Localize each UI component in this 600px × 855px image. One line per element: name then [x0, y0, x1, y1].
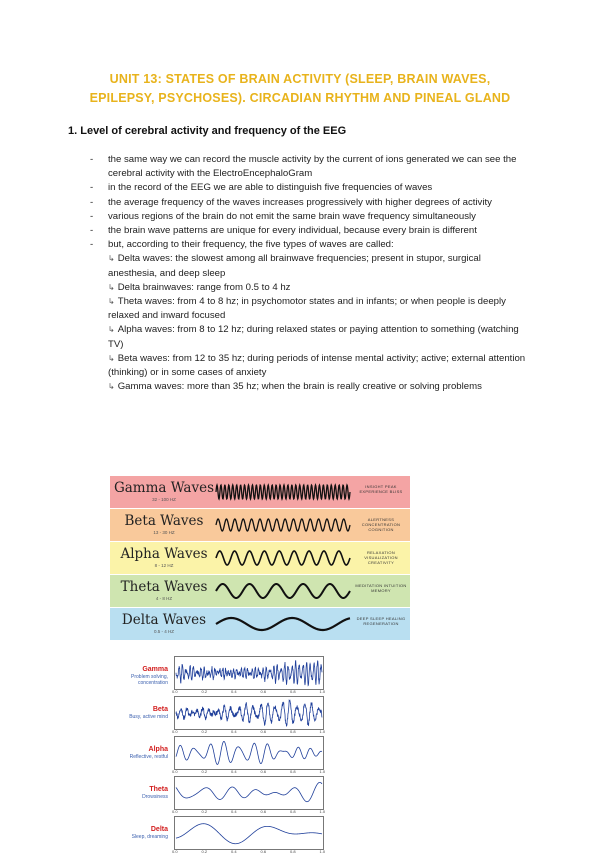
eeg-band-description: Busy, active mind [129, 714, 168, 720]
wave-description: RELAXATION VISUALIZATION CREATIVITY [364, 550, 398, 565]
wave-type-text: Delta brainwaves: range from 0.5 to 4 hz [117, 281, 291, 293]
eeg-tick-label: 0.8 [290, 809, 296, 814]
section-heading: 1. Level of cerebral activity and frequency of the EEG [68, 125, 347, 137]
wave-range: 4 - 8 HZ [155, 596, 173, 601]
eeg-axis-ticks [172, 729, 326, 735]
wave-description: INSIGHT PEAK EXPERIENCE BLISS [359, 484, 403, 494]
wave-band-alpha [110, 542, 410, 574]
wave-line [214, 612, 352, 636]
eeg-label [116, 786, 168, 800]
wave-line [214, 513, 352, 537]
brainwave-infographic [110, 476, 410, 638]
eeg-band-description: Problem solving, concentration [131, 674, 168, 686]
eeg-tick-label: 0.4 [231, 849, 237, 854]
eeg-tick-label: 0.4 [231, 689, 237, 694]
wave-band-delta [110, 608, 410, 640]
eeg-band-description: Sleep, dreaming [131, 834, 168, 840]
list-item: - the brain wave patterns are unique for every individual, because every brain is different [90, 225, 477, 237]
wave-name: Delta Waves [121, 612, 207, 628]
wave-band-beta [110, 509, 410, 541]
arrow-icon: ↳ [108, 382, 115, 392]
bullet-text: but, according to their frequency, the five types of waves are called: [108, 239, 394, 251]
arrow-icon: ↳ [108, 297, 115, 307]
eeg-tick-label: 0.2 [201, 729, 208, 734]
wave-range: 8 - 12 HZ [154, 563, 174, 568]
wave-type-item [108, 252, 530, 280]
wave-name: Gamma Waves [113, 480, 215, 496]
eeg-traces-figure [116, 656, 326, 854]
list-item: - in the record of the EEG we are able to distinguish five frequencies of waves [90, 182, 433, 194]
wave-description: ALERTNESS CONCENTRATION COGNITION [361, 517, 401, 532]
eeg-tick-label: 0.0 [172, 689, 178, 694]
wave-band-gamma [110, 476, 410, 508]
wave-type-item [108, 380, 530, 394]
wave-line [214, 579, 352, 603]
wave-name: Beta Waves [124, 513, 204, 529]
eeg-row-beta [116, 696, 326, 734]
eeg-row-alpha [116, 736, 326, 774]
arrow-icon: ↳ [108, 282, 115, 292]
unit-title [60, 70, 540, 108]
eeg-tick-label: 0.8 [290, 689, 296, 694]
eeg-tick-label: 1.0 [319, 729, 326, 734]
unit-title-line-1: UNIT 13: STATES OF BRAIN ACTIVITY (SLEEP, BRAIN WAVES, [109, 72, 491, 86]
eeg-label [116, 666, 168, 686]
arrow-icon: ↳ [108, 254, 115, 264]
wave-name: Theta Waves [120, 579, 208, 595]
list-item: - but, according to their frequency, the five types of waves are called: ↳ Delta waves: the slowest among all brainwave frequencies; present in stupor, surgical anesthesia, and deep sleep ↳ Delta brainwaves: range from 0.5 to 4 hz ↳ Theta waves: from 4 to 8 hz; in psychomotor states and in infants; or when people is deeply relaxed and inward focused ↳ Alpha waves: from 8 to 12 hz; during relaxed states or paying attention to something (watching TV) ↳ Beta waves: from 12 to 35 hz; during periods of intense mental activity; active; external attention (thinking) or in some cases of anxiety ↳ Gamma waves: more than 35 hz; when the brain is really creative or solving problems [90, 238, 530, 394]
wave-type-item [108, 295, 530, 323]
wave-type-text: Theta waves: from 4 to 8 hz; in psychomotor states and in infants; or when people is deeply relaxed and inward focused [108, 296, 506, 322]
wave-type-item [108, 281, 530, 295]
wave-description: DEEP SLEEP HEALING REGENERATION [356, 616, 406, 626]
eeg-tick-label: 0.2 [201, 809, 208, 814]
wave-path [216, 551, 350, 565]
eeg-tick-label: 0.6 [260, 849, 267, 854]
eeg-trace [176, 700, 322, 726]
eeg-label [116, 826, 168, 840]
eeg-band-name: Theta [149, 786, 168, 793]
eeg-axis-ticks [172, 769, 326, 775]
wave-type-item [108, 323, 530, 351]
eeg-tick-label: 0.0 [172, 729, 178, 734]
eeg-axis-ticks [172, 689, 326, 695]
eeg-tick-label: 0.6 [260, 689, 267, 694]
eeg-band-name: Delta [150, 826, 168, 833]
arrow-icon: ↳ [108, 353, 115, 363]
wave-line [214, 480, 352, 504]
wave-line [214, 546, 352, 570]
eeg-band-name: Beta [152, 706, 168, 713]
eeg-tick-label: 0.8 [290, 849, 296, 854]
eeg-tick-label: 0.8 [290, 729, 296, 734]
bullet-text: the average frequency of the waves increases progressively with higher degrees of activity [108, 196, 492, 208]
wave-path [216, 584, 350, 598]
eeg-row-gamma [116, 656, 326, 694]
eeg-plot [174, 816, 324, 850]
list-item: - various regions of the brain do not emit the same brain wave frequency simultaneously [90, 210, 476, 222]
wave-description: MEDITATION INTUITION MEMORY [355, 583, 407, 593]
eeg-tick-label: 0.6 [260, 769, 267, 774]
eeg-trace [176, 741, 322, 764]
eeg-plot [174, 696, 324, 730]
eeg-plot [174, 776, 324, 810]
eeg-band-name: Gamma [142, 666, 168, 673]
wave-path [216, 618, 350, 630]
eeg-trace [176, 782, 322, 801]
wave-type-text: Gamma waves: more than 35 hz; when the brain is really creative or solving problems [117, 381, 482, 393]
wave-range: 32 - 100 HZ [152, 497, 176, 502]
eeg-tick-label: 0.2 [201, 849, 208, 854]
eeg-tick-label: 1.0 [319, 689, 326, 694]
eeg-tick-label: 1.0 [319, 809, 326, 814]
wave-path [216, 485, 350, 499]
bullet-text: in the record of the EEG we are able to distinguish five frequencies of waves [108, 182, 433, 194]
wave-type-item [108, 352, 530, 380]
eeg-tick-label: 0.0 [172, 849, 178, 854]
list-item: - the average frequency of the waves increases progressively with higher degrees of activity [90, 196, 492, 208]
eeg-tick-label: 0.6 [260, 809, 267, 814]
eeg-tick-label: 0.4 [231, 809, 237, 814]
bullet-text: the brain wave patterns are unique for every individual, because every brain is different [108, 225, 477, 237]
eeg-tick-label: 0.4 [231, 769, 237, 774]
eeg-trace [176, 824, 322, 844]
eeg-row-theta [116, 776, 326, 814]
eeg-plot [174, 736, 324, 770]
eeg-band-description: Drowsiness [142, 794, 168, 800]
list-item: - the same way we can record the muscle activity by the current of ions generated we can see the cerebral activity with the ElectroEncephaloGram [90, 154, 517, 180]
arrow-icon: ↳ [108, 325, 115, 335]
eeg-axis-ticks [172, 809, 326, 815]
wave-type-text: Beta waves: from 12 to 35 hz; during periods of intense mental activity; active; external attention (thinking) or in some cases of anxiety [108, 352, 526, 379]
eeg-plot [174, 656, 324, 690]
wave-range: 13 - 30 HZ [153, 530, 175, 535]
eeg-tick-label: 0.0 [172, 769, 178, 774]
wave-type-text: Alpha waves: from 8 to 12 hz; during relaxed states or paying attention to something (watching TV) [108, 324, 519, 350]
bullet-text: the same way we can record the muscle activity by the current of ions generated we can see the cerebral activity with the ElectroEncephaloGram [108, 154, 517, 180]
eeg-tick-label: 0.4 [231, 729, 237, 734]
wave-band-theta [110, 575, 410, 607]
wave-name: Alpha Waves [120, 546, 208, 562]
eeg-band-name: Alpha [148, 746, 168, 753]
eeg-tick-label: 0.8 [290, 769, 296, 774]
eeg-band-description: Reflective, restful [129, 754, 168, 760]
bullet-list [90, 153, 530, 394]
wave-type-text: Delta waves: the slowest among all brainwave frequencies; present in stupor, surgical anesthesia, and deep sleep [108, 253, 481, 279]
eeg-label [116, 706, 168, 720]
wave-range: 0.5 - 4 HZ [153, 629, 174, 634]
eeg-tick-label: 0.6 [260, 729, 267, 734]
eeg-axis-ticks [172, 849, 326, 855]
wave-path [216, 519, 350, 531]
eeg-tick-label: 1.0 [319, 769, 326, 774]
eeg-tick-label: 0.2 [201, 689, 208, 694]
eeg-row-delta [116, 816, 326, 854]
eeg-tick-label: 0.0 [172, 809, 178, 814]
eeg-tick-label: 1.0 [319, 849, 326, 854]
eeg-tick-label: 0.2 [201, 769, 208, 774]
unit-title-line-2: EPILEPSY, PSYCHOSES). CIRCADIAN RHYTHM AND PINEAL GLAND [89, 91, 511, 105]
eeg-label [116, 746, 168, 760]
bullet-text: various regions of the brain do not emit the same brain wave frequency simultaneously [108, 210, 476, 222]
eeg-trace [176, 660, 322, 685]
